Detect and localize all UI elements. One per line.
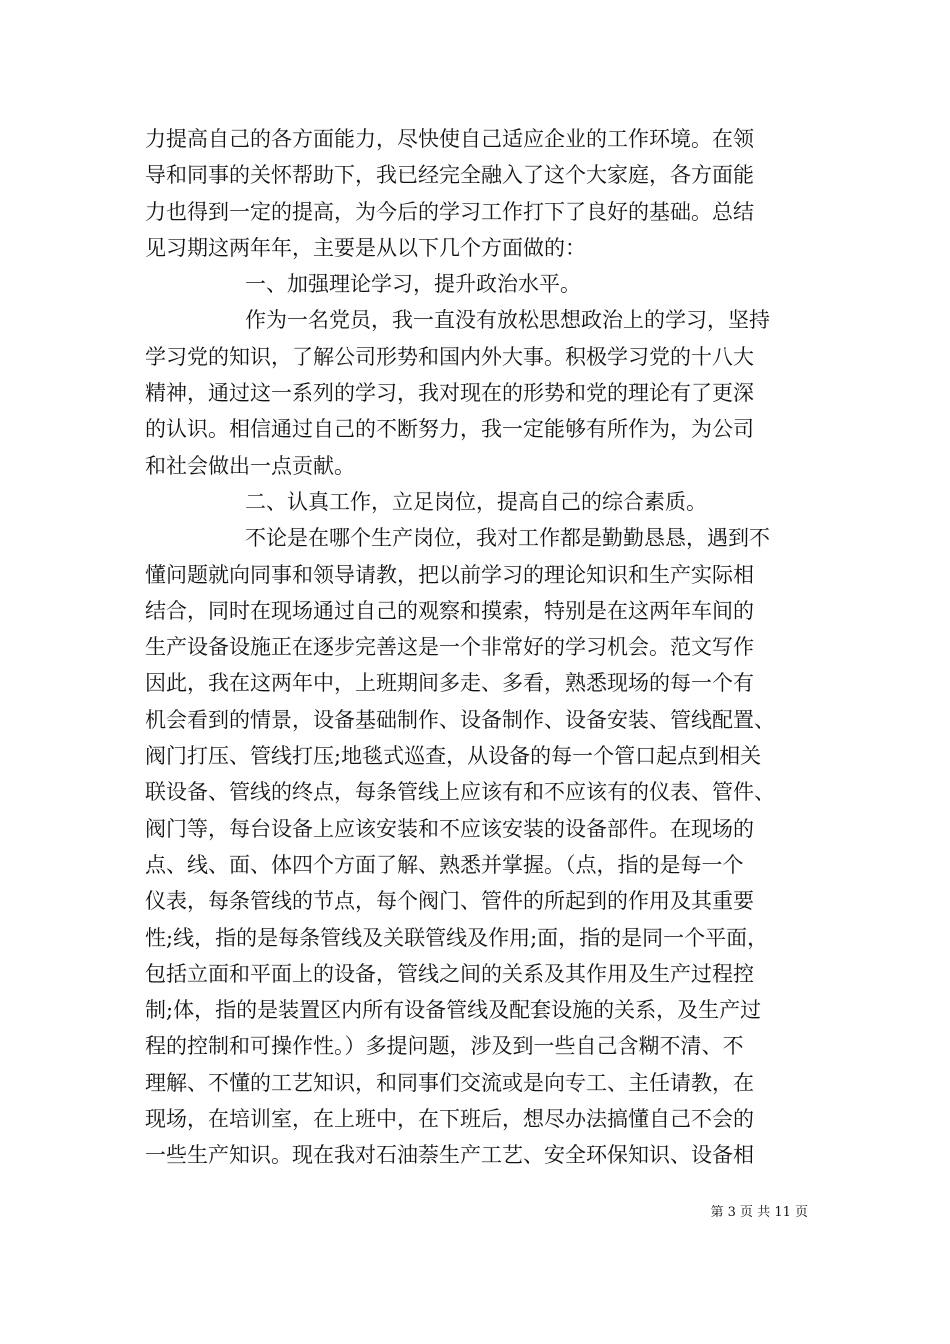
page-number: 第 3 页 共 11 页 xyxy=(710,1205,808,1220)
text-line: 不论是在哪个生产岗位，我对工作都是勤勤恳恳，遇到不 xyxy=(245,526,770,551)
text-line: 二、认真工作，立足岗位，提高自己的综合素质。 xyxy=(245,489,707,514)
text-line: 的认识。相信通过自己的不断努力，我一定能够有所作为，为公司 xyxy=(145,417,754,442)
text-line: 性;线，指的是每条管线及关联管线及作用;面，指的是同一个平面， xyxy=(145,925,769,950)
text-line: 见习期这两年年，主要是从以下几个方面做的： xyxy=(145,235,586,260)
text-line: 点、线、面、体四个方面了解、熟悉并掌握。（点，指的是每一个 xyxy=(145,852,744,877)
body-text xyxy=(145,121,825,1174)
text-line: 理解、不懂的工艺知识，和同事们交流或是向专工、主任请教，在 xyxy=(145,1070,754,1095)
text-line: 机会看到的情景，设备基础制作、设备制作、设备安装、管线配置、 xyxy=(145,707,775,732)
text-line: 程的控制和可操作性。）多提问题，涉及到一些自己含糊不清、不 xyxy=(145,1034,744,1059)
text-line: 仪表，每条管线的节点，每个阀门、管件的所起到的作用及其重要 xyxy=(145,889,754,914)
text-line: 阀门打压、管线打压;地毯式巡查，从设备的每一个管口起点到相关 xyxy=(145,744,762,769)
text-line: 作为一名党员，我一直没有放松思想政治上的学习，坚持 xyxy=(245,308,770,333)
text-line: 包括立面和平面上的设备，管线之间的关系及其作用及生产过程控 xyxy=(145,961,754,986)
text-line: 精神，通过这一系列的学习，我对现在的形势和党的理论有了更深 xyxy=(145,381,754,406)
text-line: 联设备、管线的终点，每条管线上应该有和不应该有的仪表、管件、 xyxy=(145,780,775,805)
text-line: 力提高自己的各方面能力，尽快使自己适应企业的工作环境。在领 xyxy=(145,127,754,151)
text-line: 阀门等，每台设备上应该安装和不应该安装的设备部件。在现场的 xyxy=(145,816,754,841)
text-line: 一些生产知识。现在我对石油萘生产工艺、安全环保知识、设备相 xyxy=(145,1143,754,1168)
text-line: 和社会做出一点贡献。 xyxy=(145,453,355,478)
text-line: 生产设备设施正在逐步完善这是一个非常好的学习机会。范文写作 xyxy=(145,635,754,660)
text-line: 一、加强理论学习，提升政治水平。 xyxy=(245,272,581,297)
text-line: 现场，在培训室，在上班中，在下班后，想尽办法搞懂自己不会的 xyxy=(145,1107,754,1132)
text-line: 制;体，指的是装置区内所有设备管线及配套设施的关系，及生产过 xyxy=(145,998,762,1023)
text-line: 力也得到一定的提高，为今后的学习工作打下了良好的基础。总结 xyxy=(145,199,754,224)
text-line: 懂问题就向同事和领导请教，把以前学习的理论知识和生产实际相 xyxy=(145,562,754,587)
text-line: 结合，同时在现场通过自己的观察和摸索，特别是在这两年车间的 xyxy=(145,598,754,623)
text-line: 因此，我在这两年中，上班期间多走、多看，熟悉现场的每一个有 xyxy=(145,671,754,696)
text-line: 导和同事的关怀帮助下，我已经完全融入了这个大家庭，各方面能 xyxy=(145,163,754,188)
text-line: 学习党的知识，了解公司形势和国内外大事。积极学习党的十八大 xyxy=(145,344,754,369)
